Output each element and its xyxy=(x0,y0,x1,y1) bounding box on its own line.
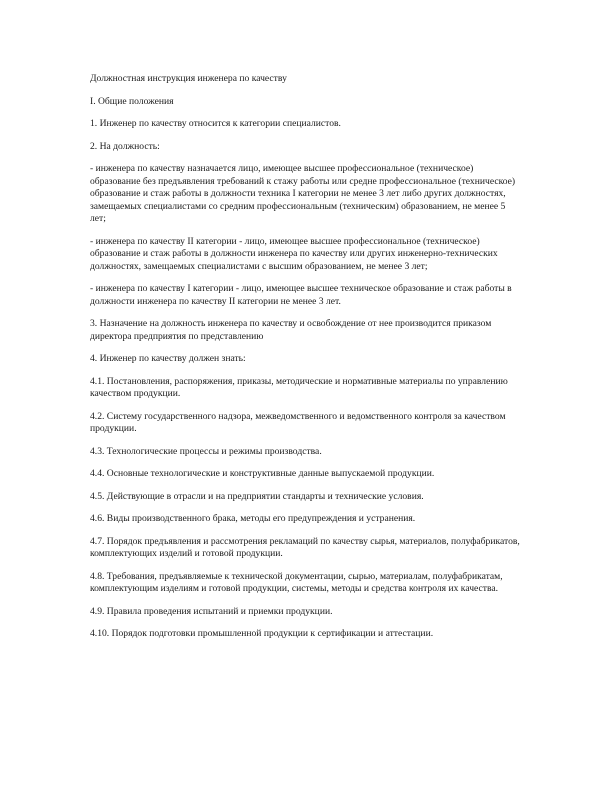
paragraph: - инженера по качеству назначается лицо, имеющее высшее профессиональное (техническое) образование без предъявления требований к стажу работы или средне профессиональное (техническое) образование и стаж работы в должности техника I категории не менее 3 лет либо других должностях, замещаемых специалистами со средним профессиональным (техническим) образованием, не менее 5 лет; xyxy=(90,163,516,224)
paragraph: 4.3. Технологические процессы и режимы производства. xyxy=(90,445,322,457)
paragraph: 3. Назначение на должность инженера по качеству и освобождение от нее производится приказом директора предприятия по представлению xyxy=(90,318,492,342)
paragraph: 4. Инженер по качеству должен знать: xyxy=(90,353,246,364)
paragraph: 4.6. Виды производственного брака, методы его предупреждения и устранения. xyxy=(90,513,416,524)
paragraph: 4.10. Порядок подготовки промышленной продукции к сертификации и аттестации. xyxy=(90,628,434,639)
document-body xyxy=(90,73,520,651)
paragraph: - инженера по качеству I категории - лицо, имеющее высшее техническое образование и стаж работы в должности инженера по качеству II категории не менее 3 лет. xyxy=(90,283,512,307)
paragraph: 4.2. Систему государственного надзора, межведомственного и ведомственного контроля за качеством продукции. xyxy=(90,410,506,434)
paragraph: 4.1. Постановления, распоряжения, приказы, методические и нормативные материалы по управлению качеством продукции. xyxy=(90,375,508,399)
paragraph: 2. На должность: xyxy=(90,140,160,152)
paragraph: 4.8. Требования, предъявляемые к технической документации, сырью, материалам, полуфабрикатам, комплектующим изделиям и готовой продукции, системы, методы и средства контроля их качества. xyxy=(90,570,503,594)
paragraph: 4.5. Действующие в отрасли и на предприятии стандарты и технические условия. xyxy=(90,490,424,502)
paragraph: 4.9. Правила проведения испытаний и приемки продукции. xyxy=(90,605,333,617)
paragraph: 4.7. Порядок предъявления и рассмотрения рекламаций по качеству сырья, материалов, полуфабрикатов, комплектующих изделий и готовой продукции. xyxy=(90,535,520,559)
section-heading: I. Общие положения xyxy=(90,95,174,107)
paragraph: 4.4. Основные технологические и конструктивные данные выпускаемой продукции. xyxy=(90,468,435,479)
document-title: Должностная инструкция инженера по качеству xyxy=(90,73,287,84)
paragraph: 1. Инженер по качеству относится к категории специалистов. xyxy=(90,118,341,129)
paragraph: - инженера по качеству II категории - лицо, имеющее высшее профессиональное (техническое) образование и стаж работы в должности инженера по качеству или других инженерно-технических должностях, замещаемых специалистами с высшим образованием, не менее 3 лет; xyxy=(90,235,498,272)
